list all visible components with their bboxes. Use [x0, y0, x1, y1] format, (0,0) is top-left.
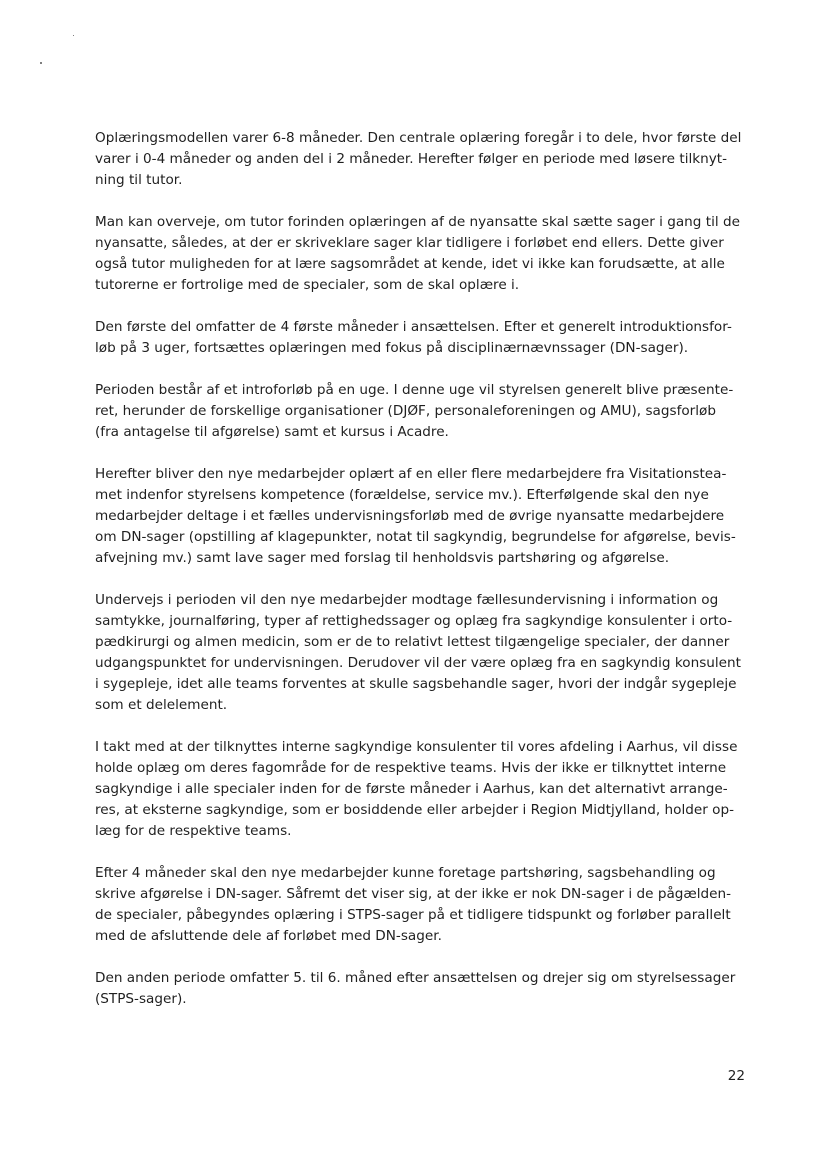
paragraph [95, 590, 755, 716]
paragraph [95, 212, 755, 296]
text-line: Perioden består af et introforløb på en uge. I denne uge vil styrelsen generelt blive præsente- [95, 382, 734, 398]
text-line: met indenfor styrelsens kompetence (forældelse, service mv.). Efterfølgende skal den nye [95, 487, 709, 503]
text-line: holde oplæg om deres fagområde for de respektive teams. Hvis der ikke er tilknyttet interne [95, 760, 727, 776]
text-line: nyansatte, således, at der er skriveklare sager klar tidligere i forløbet end ellers. Dette giver [95, 235, 724, 251]
text-line: om DN-sager (opstilling af klagepunkter, notat til sagkyndig, begrundelse for afgørelse, bevis- [95, 529, 736, 545]
text-line: løb på 3 uger, fortsættes oplæringen med fokus på disciplinærnævnssager (DN-sager). [95, 340, 689, 356]
text-line: pædkirurgi og almen medicin, som er de to relativt lettest tilgængelige specialer, der danner [95, 634, 730, 650]
paragraph [95, 464, 755, 569]
text-line: afvejning mv.) samt lave sager med forslag til henholdsvis partshøring og afgørelse. [95, 550, 670, 566]
paragraph [95, 380, 755, 443]
text-line: som et delelement. [95, 697, 228, 713]
page-number: 22 [727, 1068, 745, 1084]
text-line: Man kan overveje, om tutor forinden oplæringen af de nyansatte skal sætte sager i gang til de [95, 214, 740, 230]
paragraph [95, 863, 755, 947]
scan-speck [73, 35, 74, 36]
text-line: medarbejder deltage i et fælles undervisningsforløb med de øvrige nyansatte medarbejdere [95, 508, 725, 524]
paragraph [95, 317, 755, 359]
text-line: også tutor muligheden for at lære sagsområdet at kende, idet vi ikke kan forudsætte, at alle [95, 256, 725, 272]
text-line: (fra antagelse til afgørelse) samt et kursus i Acadre. [95, 424, 449, 440]
body-text [95, 128, 755, 1031]
text-line: I takt med at der tilknyttes interne sagkyndige konsulenter til vores afdeling i Aarhus, vil disse [95, 739, 738, 755]
text-line: de specialer, påbegyndes oplæring i STPS-sager på et tidligere tidspunkt og forløber parallelt [95, 907, 731, 923]
text-line: res, at eksterne sagkyndige, som er bosiddende eller arbejder i Region Midtjylland, holder op- [95, 802, 734, 818]
text-line: med de afsluttende dele af forløbet med DN-sager. [95, 928, 442, 944]
text-line: Den første del omfatter de 4 første måneder i ansættelsen. Efter et generelt introduktionsfor- [95, 319, 732, 335]
scan-speck [40, 62, 42, 64]
text-line: Herefter bliver den nye medarbejder oplært af en eller flere medarbejdere fra Visitationstea- [95, 466, 727, 482]
text-line: tutorerne er fortrolige med de specialer, som de skal oplære i. [95, 277, 520, 293]
text-line: Efter 4 måneder skal den nye medarbejder kunne foretage partshøring, sagsbehandling og [95, 865, 716, 881]
text-line: læg for de respektive teams. [95, 823, 292, 839]
text-line: sagkyndige i alle specialer inden for de første måneder i Aarhus, kan det alternativt arrange- [95, 781, 728, 797]
text-line: ret, herunder de forskellige organisationer (DJØF, personaleforeningen og AMU), sagsforløb [95, 403, 716, 419]
text-line: samtykke, journalføring, typer af rettighedssager og oplæg fra sagkyndige konsulenter i orto- [95, 613, 733, 629]
text-line: ning til tutor. [95, 172, 183, 188]
text-line: skrive afgørelse i DN-sager. Såfremt det viser sig, at der ikke er nok DN-sager i de pågælden- [95, 886, 732, 902]
paragraph [95, 968, 755, 1010]
text-line: Oplæringsmodellen varer 6-8 måneder. Den centrale oplæring foregår i to dele, hvor første del [95, 130, 742, 146]
text-line: Den anden periode omfatter 5. til 6. måned efter ansættelsen og drejer sig om styrelsessager [95, 970, 736, 986]
text-line: varer i 0-4 måneder og anden del i 2 måneder. Herefter følger en periode med løsere tilknyt- [95, 151, 728, 167]
text-line: (STPS-sager). [95, 991, 187, 1007]
paragraph [95, 737, 755, 842]
text-line: Undervejs i perioden vil den nye medarbejder modtage fællesundervisning i information og [95, 592, 719, 608]
paragraph [95, 128, 755, 191]
text-line: i sygepleje, idet alle teams forventes at skulle sagsbehandle sager, hvori der indgår sygepleje [95, 676, 737, 692]
text-line: udgangspunktet for undervisningen. Derudover vil der være oplæg fra en sagkyndig konsulent [95, 655, 741, 671]
